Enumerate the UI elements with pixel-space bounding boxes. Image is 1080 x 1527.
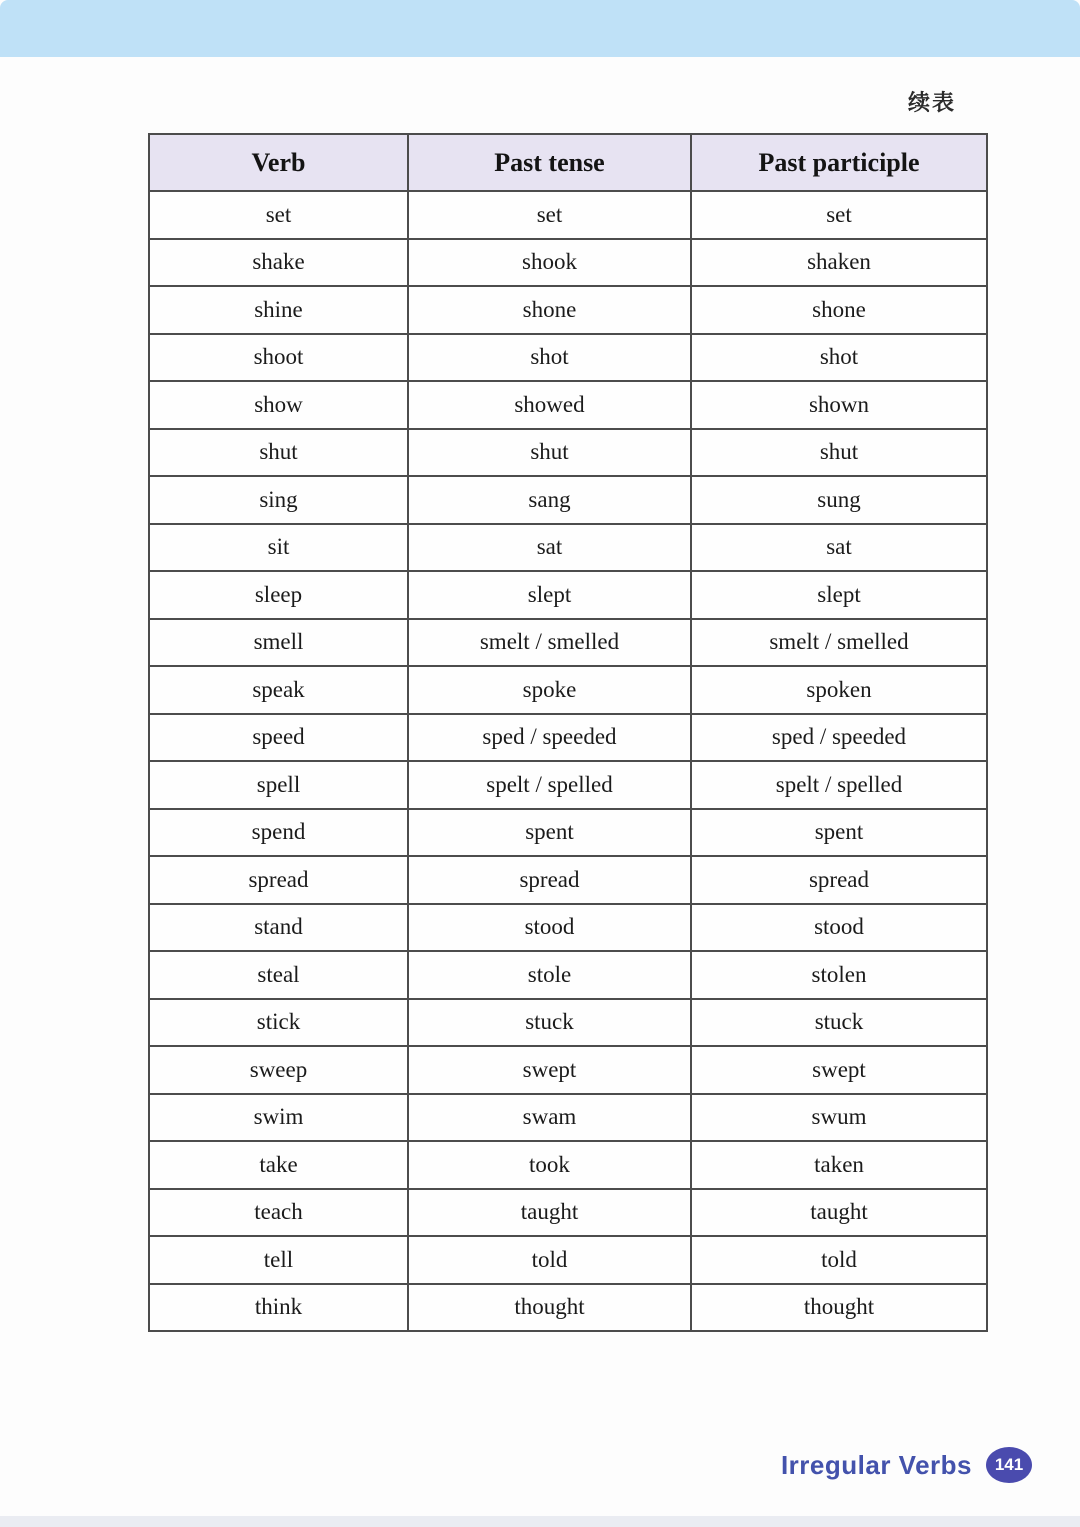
past-participle-cell: spread [691, 856, 987, 904]
past-participle-cell: sat [691, 524, 987, 572]
table-body [149, 191, 987, 1331]
past-participle-cell: taught [691, 1189, 987, 1237]
table-row [149, 429, 987, 477]
table-row [149, 524, 987, 572]
past-tense-cell: shut [408, 429, 691, 477]
table-row [149, 1046, 987, 1094]
table-row [149, 619, 987, 667]
table-row [149, 904, 987, 952]
verb-cell: swim [149, 1094, 408, 1142]
past-tense-cell: thought [408, 1284, 691, 1332]
verb-cell: sing [149, 476, 408, 524]
irregular-verbs-table [148, 133, 988, 1332]
past-participle-cell: shone [691, 286, 987, 334]
verb-cell: show [149, 381, 408, 429]
past-participle-cell: stolen [691, 951, 987, 999]
past-participle-cell: sped / speeded [691, 714, 987, 762]
past-tense-cell: sat [408, 524, 691, 572]
verb-cell: sweep [149, 1046, 408, 1094]
past-tense-cell: set [408, 191, 691, 239]
past-participle-cell: taken [691, 1141, 987, 1189]
verb-cell: sit [149, 524, 408, 572]
verb-cell: teach [149, 1189, 408, 1237]
verb-cell: steal [149, 951, 408, 999]
header-past-participle: Past participle [691, 134, 987, 191]
verb-cell: shoot [149, 334, 408, 382]
past-participle-cell: told [691, 1236, 987, 1284]
table-row [149, 1189, 987, 1237]
verb-cell: set [149, 191, 408, 239]
past-tense-cell: taught [408, 1189, 691, 1237]
table-row [149, 951, 987, 999]
past-participle-cell: smelt / smelled [691, 619, 987, 667]
past-participle-cell: shaken [691, 239, 987, 287]
past-tense-cell: shone [408, 286, 691, 334]
past-participle-cell: shown [691, 381, 987, 429]
past-tense-cell: smelt / smelled [408, 619, 691, 667]
past-tense-cell: stole [408, 951, 691, 999]
verb-cell: sleep [149, 571, 408, 619]
table-row [149, 714, 987, 762]
verb-cell: think [149, 1284, 408, 1332]
verb-cell: speed [149, 714, 408, 762]
table-row [149, 239, 987, 287]
past-tense-cell: shook [408, 239, 691, 287]
verb-cell: shine [149, 286, 408, 334]
past-participle-cell: stuck [691, 999, 987, 1047]
past-participle-cell: shut [691, 429, 987, 477]
verb-cell: take [149, 1141, 408, 1189]
table-row [149, 1284, 987, 1332]
past-participle-cell: swept [691, 1046, 987, 1094]
table-row [149, 571, 987, 619]
past-tense-cell: swam [408, 1094, 691, 1142]
header-verb: Verb [149, 134, 408, 191]
table-row [149, 999, 987, 1047]
past-tense-cell: sped / speeded [408, 714, 691, 762]
past-participle-cell: sung [691, 476, 987, 524]
table-header-row [149, 134, 987, 191]
table-row [149, 809, 987, 857]
table-row [149, 761, 987, 809]
past-tense-cell: spelt / spelled [408, 761, 691, 809]
table-row [149, 1141, 987, 1189]
past-tense-cell: shot [408, 334, 691, 382]
section-title: Irregular Verbs [780, 1449, 972, 1480]
table-row [149, 381, 987, 429]
past-tense-cell: spent [408, 809, 691, 857]
past-tense-cell: swept [408, 1046, 691, 1094]
past-tense-cell: spoke [408, 666, 691, 714]
past-participle-cell: spoken [691, 666, 987, 714]
past-participle-cell: stood [691, 904, 987, 952]
verb-cell: smell [149, 619, 408, 667]
verb-cell: speak [149, 666, 408, 714]
past-tense-cell: sang [408, 476, 691, 524]
past-tense-cell: spread [408, 856, 691, 904]
page-bottom-band [0, 1516, 1080, 1527]
past-participle-cell: spelt / spelled [691, 761, 987, 809]
past-tense-cell: stood [408, 904, 691, 952]
table-row [149, 1094, 987, 1142]
past-participle-cell: thought [691, 1284, 987, 1332]
table-row [149, 334, 987, 382]
verb-cell: stick [149, 999, 408, 1047]
past-tense-cell: showed [408, 381, 691, 429]
past-tense-cell: told [408, 1236, 691, 1284]
table-row [149, 191, 987, 239]
page-footer [781, 1447, 1032, 1483]
past-participle-cell: swum [691, 1094, 987, 1142]
verb-cell: spread [149, 856, 408, 904]
verb-cell: shut [149, 429, 408, 477]
verb-cell: stand [149, 904, 408, 952]
table-row [149, 286, 987, 334]
past-participle-cell: set [691, 191, 987, 239]
page-number-badge: 141 [986, 1447, 1032, 1483]
verb-cell: spell [149, 761, 408, 809]
verb-cell: shake [149, 239, 408, 287]
table-row [149, 1236, 987, 1284]
page-top-band [0, 0, 1080, 57]
verb-cell: tell [149, 1236, 408, 1284]
past-tense-cell: stuck [408, 999, 691, 1047]
past-tense-cell: took [408, 1141, 691, 1189]
past-tense-cell: slept [408, 571, 691, 619]
table-row [149, 666, 987, 714]
past-participle-cell: shot [691, 334, 987, 382]
past-participle-cell: spent [691, 809, 987, 857]
past-participle-cell: slept [691, 571, 987, 619]
table-row [149, 856, 987, 904]
continued-table-label: 续表 [907, 91, 956, 116]
verb-cell: spend [149, 809, 408, 857]
header-past-tense: Past tense [408, 134, 691, 191]
table-row [149, 476, 987, 524]
